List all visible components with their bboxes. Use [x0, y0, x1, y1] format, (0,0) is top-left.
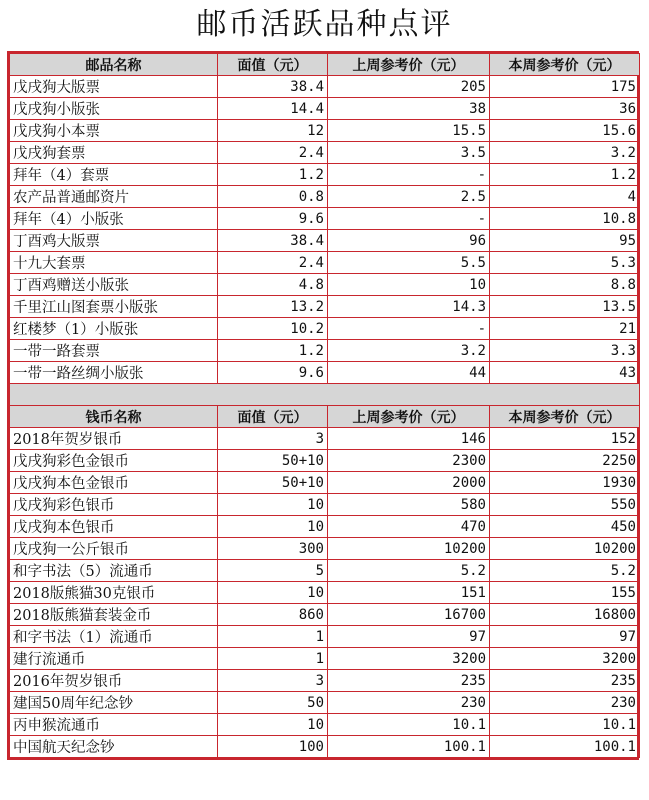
item-name-cell: 一带一路套票: [10, 340, 218, 362]
face-value-cell: 13.2: [218, 296, 328, 318]
coin-row: [10, 582, 640, 604]
last-week-price-cell: 230: [328, 692, 490, 714]
face-value-cell: 10: [218, 714, 328, 736]
stamp-face-value-header: 面值（元）: [218, 54, 328, 76]
section-separator-row: [10, 384, 640, 406]
item-name-cell: 2016年贺岁银币: [10, 670, 218, 692]
item-name-cell: 戊戌狗本色金银币: [10, 472, 218, 494]
coin-row: [10, 648, 640, 670]
stamp-row: [10, 120, 640, 142]
item-name-cell: 2018年贺岁银币: [10, 428, 218, 450]
last-week-price-cell: 15.5: [328, 120, 490, 142]
last-week-price-cell: -: [328, 208, 490, 230]
this-week-price-cell: 450: [490, 516, 640, 538]
last-week-price-cell: 3200: [328, 648, 490, 670]
stamp-row: [10, 318, 640, 340]
face-value-cell: 2.4: [218, 252, 328, 274]
item-name-cell: 建行流通币: [10, 648, 218, 670]
this-week-price-cell: 175: [490, 76, 640, 98]
coin-row: [10, 714, 640, 736]
this-week-price-cell: 10.1: [490, 714, 640, 736]
face-value-cell: 100: [218, 736, 328, 758]
this-week-price-cell: 3200: [490, 648, 640, 670]
face-value-cell: 300: [218, 538, 328, 560]
coin-last-week-price-header: 上周参考价（元）: [328, 406, 490, 428]
this-week-price-cell: 95: [490, 230, 640, 252]
item-name-cell: 2018版熊猫套装金币: [10, 604, 218, 626]
coin-row: [10, 538, 640, 560]
item-name-cell: 戊戌狗套票: [10, 142, 218, 164]
item-name-cell: 和字书法（1）流通币: [10, 626, 218, 648]
this-week-price-cell: 1930: [490, 472, 640, 494]
this-week-price-cell: 550: [490, 494, 640, 516]
face-value-cell: 5: [218, 560, 328, 582]
face-value-cell: 10.2: [218, 318, 328, 340]
item-name-cell: 丁酉鸡大版票: [10, 230, 218, 252]
item-name-cell: 红楼梦（1）小版张: [10, 318, 218, 340]
this-week-price-cell: 2250: [490, 450, 640, 472]
face-value-cell: 1: [218, 648, 328, 670]
stamp-row: [10, 98, 640, 120]
coin-row: [10, 472, 640, 494]
last-week-price-cell: 470: [328, 516, 490, 538]
coin-row: [10, 670, 640, 692]
face-value-cell: 10: [218, 582, 328, 604]
last-week-price-cell: 205: [328, 76, 490, 98]
item-name-cell: 千里江山图套票小版张: [10, 296, 218, 318]
section-separator: [10, 384, 640, 406]
this-week-price-cell: 5.2: [490, 560, 640, 582]
price-table-body: [10, 54, 640, 758]
item-name-cell: 一带一路丝绸小版张: [10, 362, 218, 384]
this-week-price-cell: 230: [490, 692, 640, 714]
this-week-price-cell: 10.8: [490, 208, 640, 230]
this-week-price-cell: 155: [490, 582, 640, 604]
stamp-name-header: 邮品名称: [10, 54, 218, 76]
last-week-price-cell: 580: [328, 494, 490, 516]
this-week-price-cell: 100.1: [490, 736, 640, 758]
face-value-cell: 1.2: [218, 164, 328, 186]
stamp-this-week-price-header: 本周参考价（元）: [490, 54, 640, 76]
face-value-cell: 1: [218, 626, 328, 648]
face-value-cell: 0.8: [218, 186, 328, 208]
item-name-cell: 丙申猴流通币: [10, 714, 218, 736]
last-week-price-cell: 3.2: [328, 340, 490, 362]
item-name-cell: 丁酉鸡赠送小版张: [10, 274, 218, 296]
coin-row: [10, 494, 640, 516]
this-week-price-cell: 5.3: [490, 252, 640, 274]
stamp-header-row: [10, 54, 640, 76]
stamp-row: [10, 362, 640, 384]
last-week-price-cell: 10200: [328, 538, 490, 560]
item-name-cell: 戊戌狗本色银币: [10, 516, 218, 538]
coin-row: [10, 450, 640, 472]
stamp-row: [10, 340, 640, 362]
coin-row: [10, 736, 640, 758]
face-value-cell: 9.6: [218, 208, 328, 230]
this-week-price-cell: 43: [490, 362, 640, 384]
this-week-price-cell: 4: [490, 186, 640, 208]
last-week-price-cell: 2.5: [328, 186, 490, 208]
item-name-cell: 2018版熊猫30克银币: [10, 582, 218, 604]
stamp-row: [10, 208, 640, 230]
face-value-cell: 2.4: [218, 142, 328, 164]
price-table: [9, 53, 640, 758]
this-week-price-cell: 152: [490, 428, 640, 450]
face-value-cell: 10: [218, 516, 328, 538]
this-week-price-cell: 8.8: [490, 274, 640, 296]
face-value-cell: 38.4: [218, 230, 328, 252]
stamp-row: [10, 76, 640, 98]
last-week-price-cell: 151: [328, 582, 490, 604]
last-week-price-cell: 14.3: [328, 296, 490, 318]
face-value-cell: 50: [218, 692, 328, 714]
coin-row: [10, 604, 640, 626]
last-week-price-cell: 146: [328, 428, 490, 450]
face-value-cell: 14.4: [218, 98, 328, 120]
item-name-cell: 戊戌狗彩色银币: [10, 494, 218, 516]
item-name-cell: 农产品普通邮资片: [10, 186, 218, 208]
stamp-row: [10, 274, 640, 296]
item-name-cell: 中国航天纪念钞: [10, 736, 218, 758]
last-week-price-cell: 10.1: [328, 714, 490, 736]
this-week-price-cell: 16800: [490, 604, 640, 626]
page-title: 邮币活跃品种点评: [196, 7, 453, 42]
last-week-price-cell: 235: [328, 670, 490, 692]
face-value-cell: 50+10: [218, 450, 328, 472]
stamp-row: [10, 142, 640, 164]
coin-row: [10, 692, 640, 714]
stamp-row: [10, 252, 640, 274]
this-week-price-cell: 36: [490, 98, 640, 120]
face-value-cell: 38.4: [218, 76, 328, 98]
face-value-cell: 9.6: [218, 362, 328, 384]
last-week-price-cell: 5.5: [328, 252, 490, 274]
item-name-cell: 和字书法（5）流通币: [10, 560, 218, 582]
last-week-price-cell: 97: [328, 626, 490, 648]
this-week-price-cell: 15.6: [490, 120, 640, 142]
last-week-price-cell: 3.5: [328, 142, 490, 164]
coin-row: [10, 560, 640, 582]
last-week-price-cell: 10: [328, 274, 490, 296]
last-week-price-cell: 100.1: [328, 736, 490, 758]
last-week-price-cell: 2000: [328, 472, 490, 494]
item-name-cell: 戊戌狗小本票: [10, 120, 218, 142]
coin-name-header: 钱币名称: [10, 406, 218, 428]
last-week-price-cell: 44: [328, 362, 490, 384]
last-week-price-cell: 16700: [328, 604, 490, 626]
this-week-price-cell: 235: [490, 670, 640, 692]
this-week-price-cell: 97: [490, 626, 640, 648]
this-week-price-cell: 1.2: [490, 164, 640, 186]
item-name-cell: 十九大套票: [10, 252, 218, 274]
face-value-cell: 10: [218, 494, 328, 516]
face-value-cell: 3: [218, 428, 328, 450]
item-name-cell: 拜年（4）小版张: [10, 208, 218, 230]
stamp-last-week-price-header: 上周参考价（元）: [328, 54, 490, 76]
item-name-cell: 戊戌狗大版票: [10, 76, 218, 98]
face-value-cell: 3: [218, 670, 328, 692]
coin-row: [10, 428, 640, 450]
this-week-price-cell: 10200: [490, 538, 640, 560]
price-table-frame: [7, 51, 639, 760]
item-name-cell: 戊戌狗小版张: [10, 98, 218, 120]
item-name-cell: 拜年（4）套票: [10, 164, 218, 186]
face-value-cell: 1.2: [218, 340, 328, 362]
face-value-cell: 4.8: [218, 274, 328, 296]
last-week-price-cell: 2300: [328, 450, 490, 472]
coin-row: [10, 516, 640, 538]
coin-header-row: [10, 406, 640, 428]
stamp-row: [10, 230, 640, 252]
coin-face-value-header: 面值（元）: [218, 406, 328, 428]
last-week-price-cell: 5.2: [328, 560, 490, 582]
stamp-row: [10, 186, 640, 208]
last-week-price-cell: -: [328, 164, 490, 186]
face-value-cell: 50+10: [218, 472, 328, 494]
coin-this-week-price-header: 本周参考价（元）: [490, 406, 640, 428]
item-name-cell: 建国50周年纪念钞: [10, 692, 218, 714]
this-week-price-cell: 13.5: [490, 296, 640, 318]
this-week-price-cell: 21: [490, 318, 640, 340]
stamp-row: [10, 296, 640, 318]
stamp-row: [10, 164, 640, 186]
last-week-price-cell: 38: [328, 98, 490, 120]
this-week-price-cell: 3.3: [490, 340, 640, 362]
last-week-price-cell: -: [328, 318, 490, 340]
this-week-price-cell: 3.2: [490, 142, 640, 164]
last-week-price-cell: 96: [328, 230, 490, 252]
item-name-cell: 戊戌狗彩色金银币: [10, 450, 218, 472]
item-name-cell: 戊戌狗一公斤银币: [10, 538, 218, 560]
coin-row: [10, 626, 640, 648]
face-value-cell: 12: [218, 120, 328, 142]
face-value-cell: 860: [218, 604, 328, 626]
